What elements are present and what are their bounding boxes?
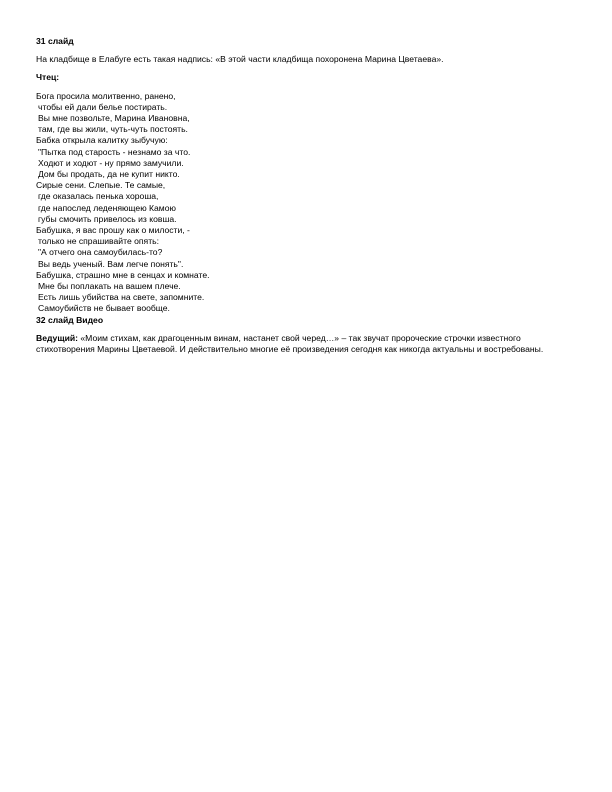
- poem-line: Сирые сени. Слепые. Те самые,: [36, 180, 166, 191]
- poem-line: Бабушка, страшно мне в сенцах и комнате.: [36, 269, 210, 280]
- poem-line: где оказалась пенька хороша,: [38, 191, 159, 202]
- poem-line: Вы мне позвольте, Марина Ивановна,: [38, 113, 190, 124]
- reader-label: Чтец:: [36, 72, 60, 83]
- poem-line: Есть лишь убийства на свете, запомните.: [38, 292, 205, 303]
- poem-line: Дом бы продать, да не купит никто.: [38, 169, 180, 180]
- poem-line: Самоубийств не бывает вообще.: [38, 303, 170, 314]
- host-paragraph: [36, 333, 571, 355]
- poem-line: "Пытка под старость - незнамо за что.: [38, 146, 191, 157]
- poem-line: Бабка открыла калитку зыбучую:: [36, 135, 168, 146]
- poem-line: "А отчего она самоубилась-то?: [38, 247, 163, 258]
- poem-line: Бога просила молитвенно, ранено,: [36, 90, 176, 101]
- poem-line: губы смочить привелось из ковша.: [38, 213, 177, 224]
- document-page: [36, 36, 584, 355]
- poem-line: Ходют и ходют - ну прямо замучили.: [38, 157, 184, 168]
- poem-line: Бабушка, я вас прошу как о милости, -: [36, 225, 190, 236]
- poem-line: там, где вы жили, чуть-чуть постоять.: [38, 124, 188, 135]
- cemetery-intro-paragraph: На кладбище в Елабуге есть такая надпись: «В этой части кладбища похоронена Марина Цветаева».: [36, 54, 444, 65]
- host-text: «Моим стихам, как драгоценным винам, настанет свой черед…» – так звучат пророческие строчки известного стихотворения Марины Цветаевой. И действительно многие её произведения сегодня как никогда актуальны и востребованы.: [36, 332, 544, 355]
- poem-line: Вы ведь ученый. Вам легче понять".: [38, 258, 184, 269]
- slide-31-heading: 31 слайд: [36, 36, 74, 46]
- slide-32-heading: 32 слайд Видео: [36, 314, 104, 325]
- poem-block: [36, 91, 584, 315]
- poem-line: только не спрашивайте опять:: [38, 236, 160, 247]
- poem-line: где напослед леденяющею Камою: [38, 202, 176, 213]
- poem-line: чтобы ей дали белье постирать.: [38, 101, 168, 112]
- host-label: Ведущий:: [36, 332, 79, 343]
- poem-line: Мне бы поплакать на вашем плече.: [38, 281, 181, 292]
